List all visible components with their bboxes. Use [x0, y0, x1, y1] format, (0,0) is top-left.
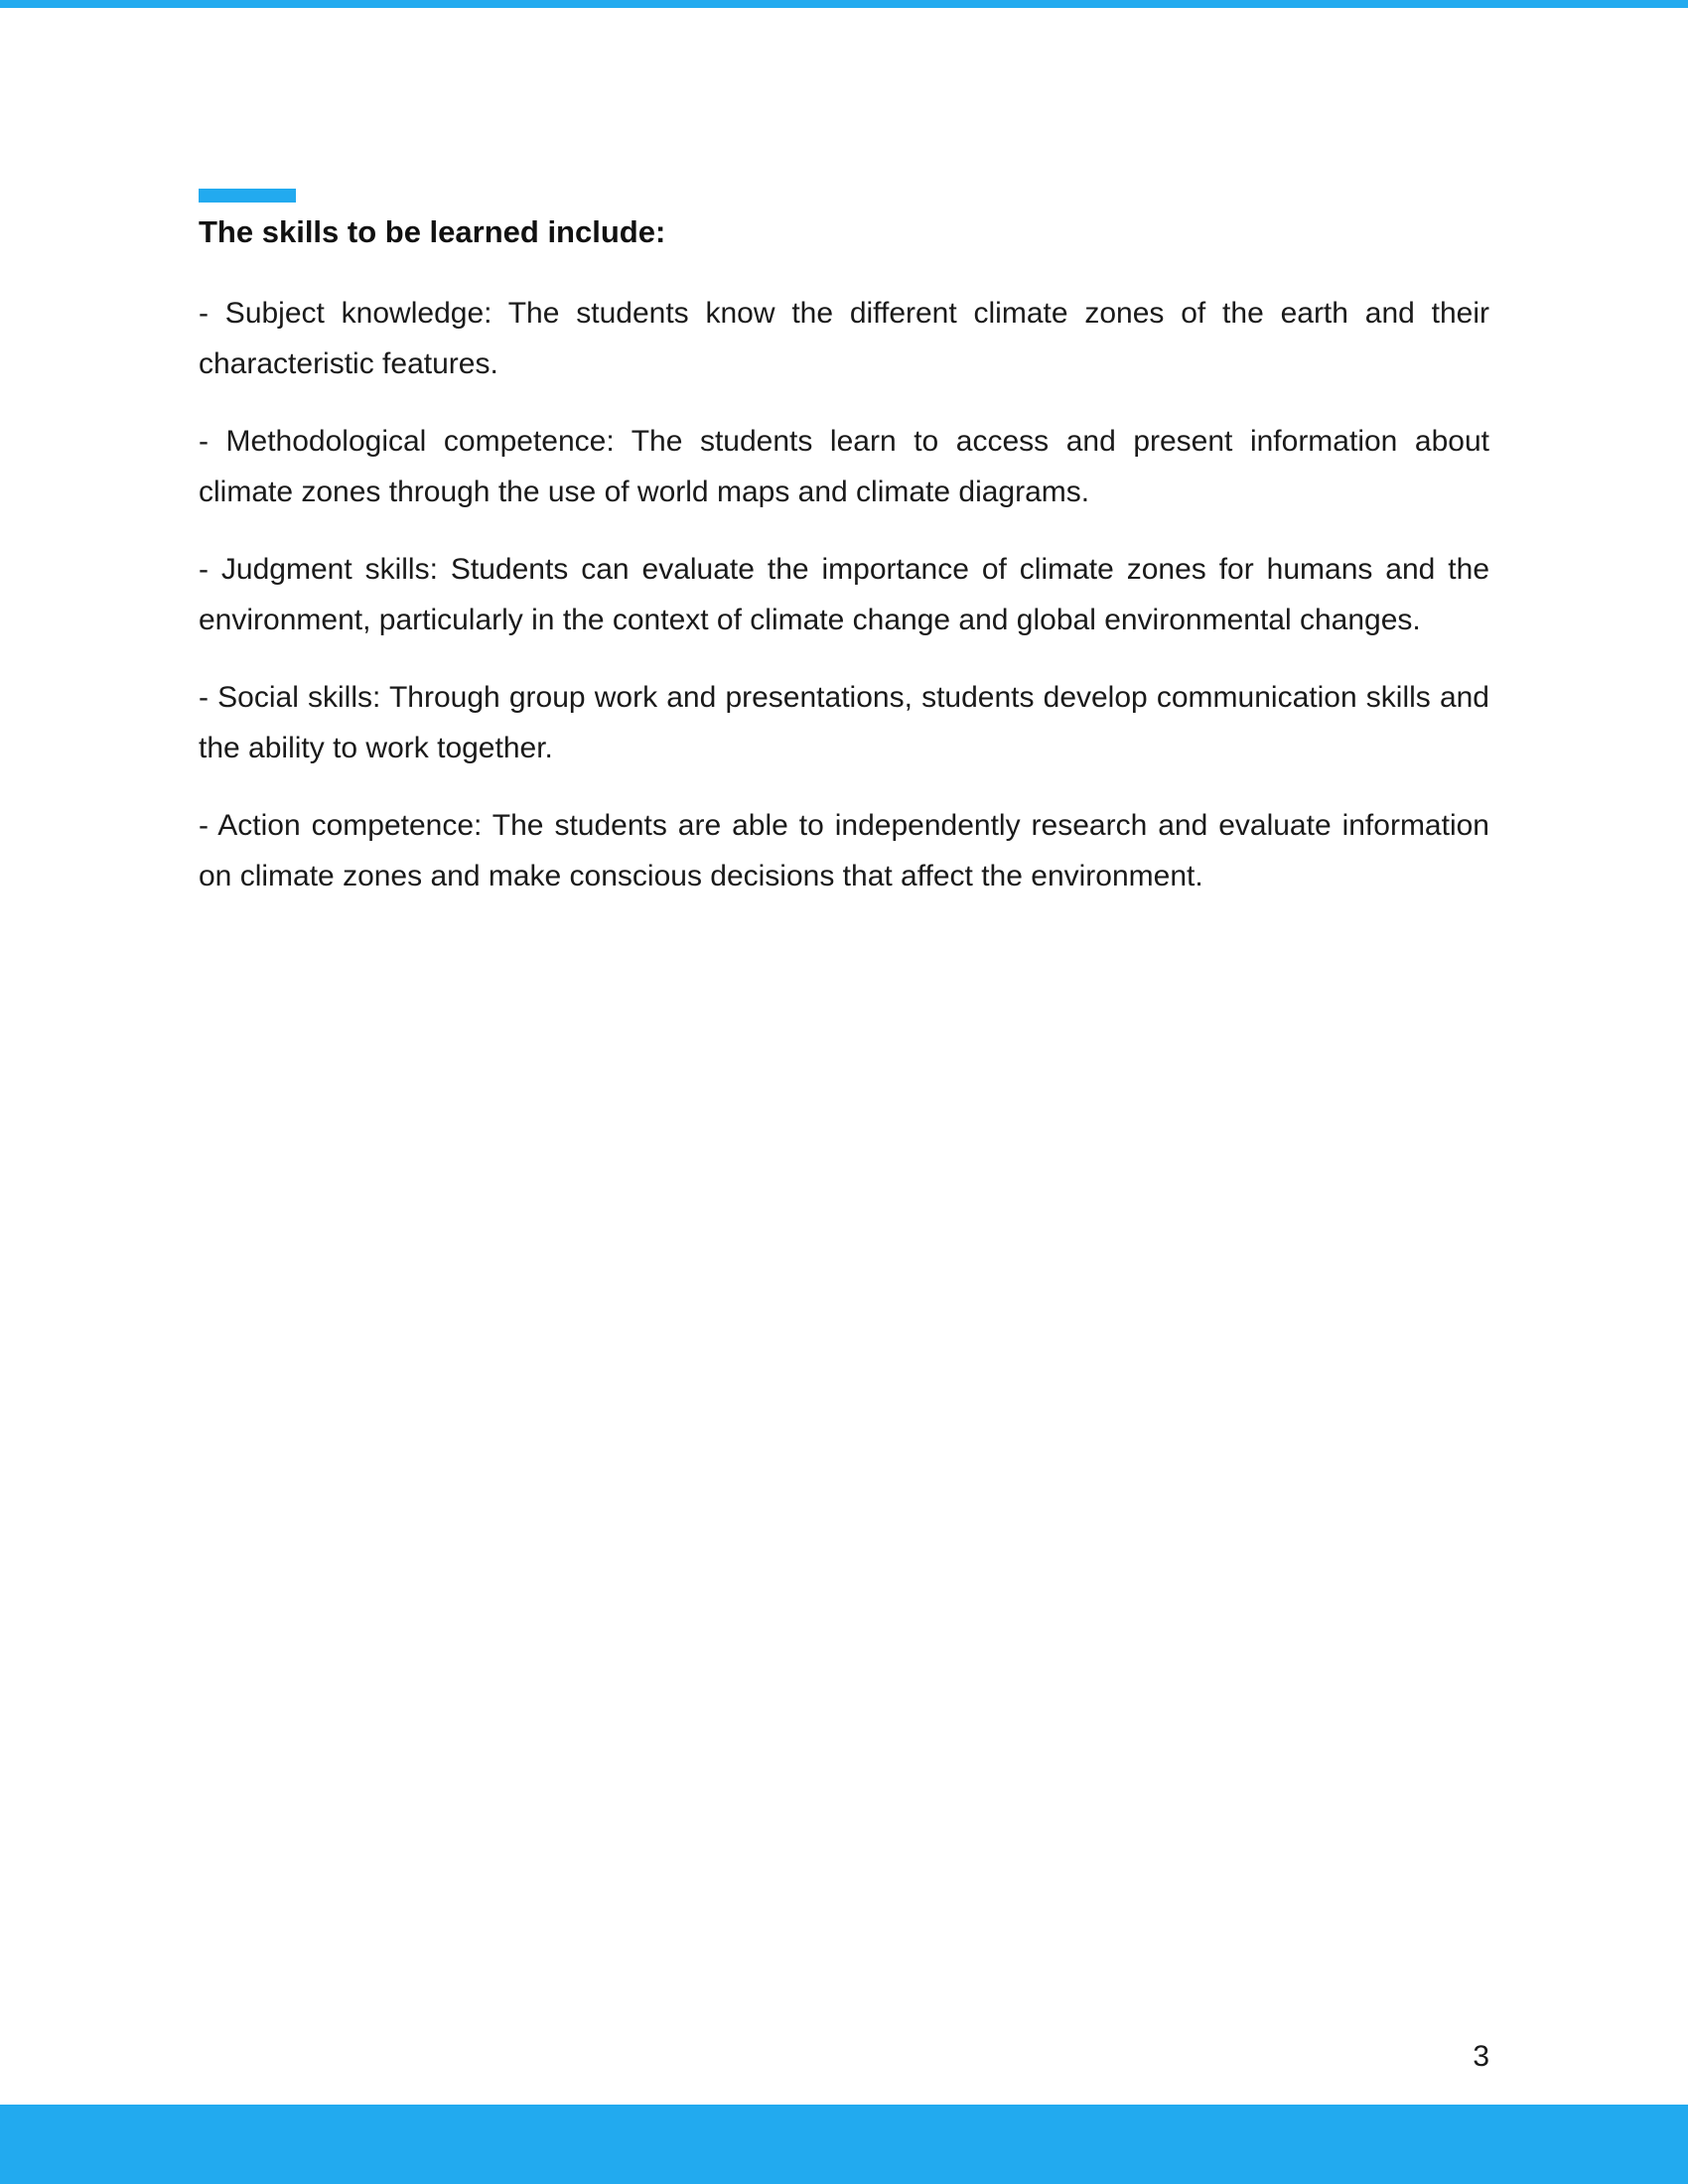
top-accent-rule	[0, 0, 1688, 8]
skill-action-competence: - Action competence: The students are able to independently research and evaluate information on climate zones and make conscious decisions that affect the environment.	[199, 809, 1489, 892]
skill-social: - Social skills: Through group work and presentations, students develop communication skills and the ability to work together.	[199, 681, 1489, 764]
heading-accent-bar	[199, 189, 296, 203]
skill-subject-knowledge: - Subject knowledge: The students know the different climate zones of the earth and their characteristic features.	[199, 297, 1489, 380]
skill-methodological-competence: - Methodological competence: The students learn to access and present information about climate zones through the use of world maps and climate diagrams.	[199, 425, 1489, 508]
page-content	[199, 189, 1489, 901]
skill-judgment: - Judgment skills: Students can evaluate the importance of climate zones for humans and the environment, particularly in the context of climate change and global environmental changes.	[199, 553, 1489, 636]
footer-band	[0, 2105, 1688, 2184]
section-heading: The skills to be learned include:	[199, 214, 666, 249]
page-number: 3	[1473, 2040, 1489, 2073]
